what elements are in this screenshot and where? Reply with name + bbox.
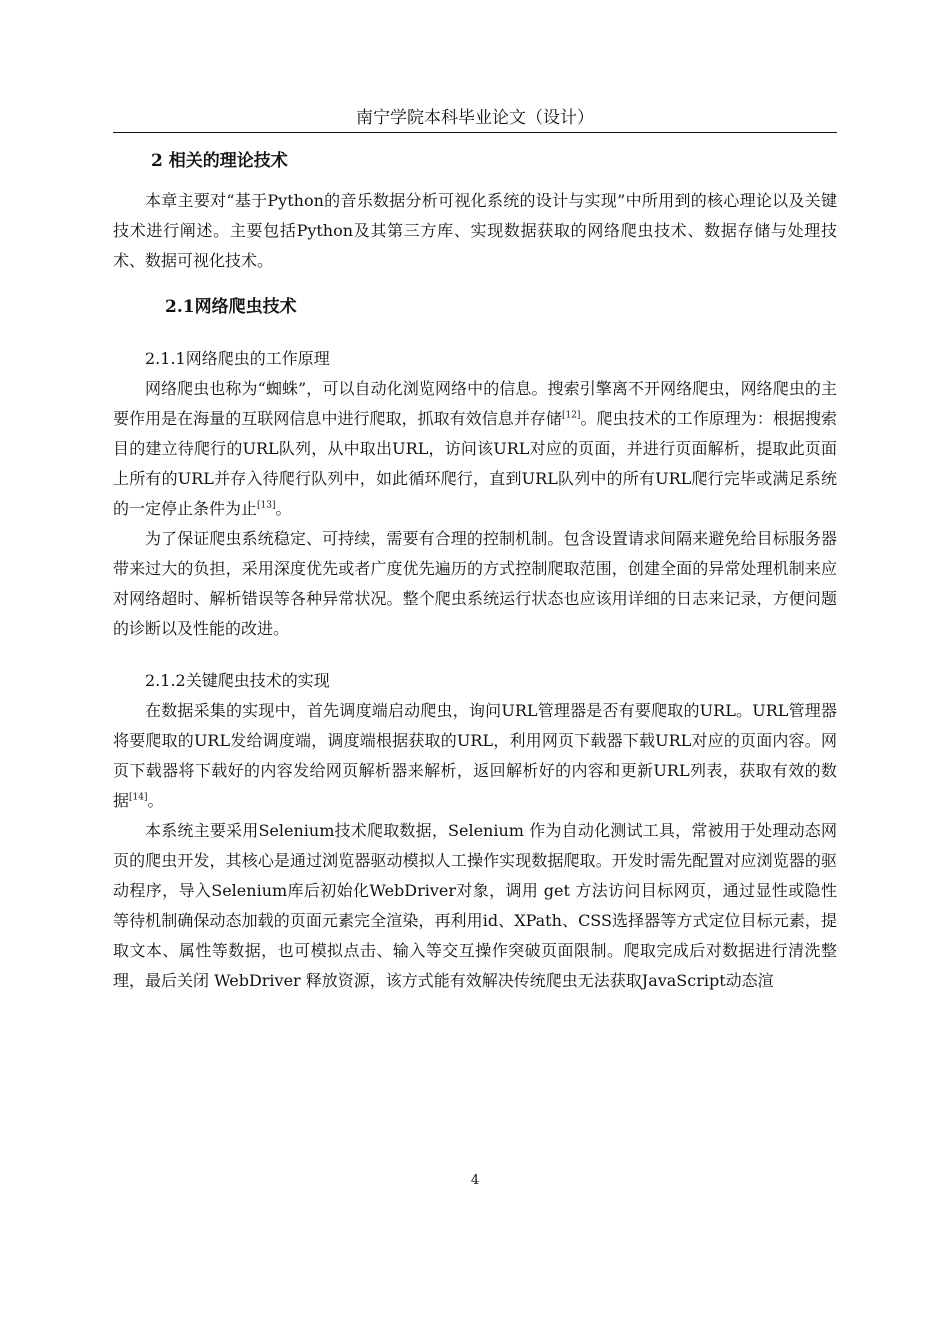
paragraph-text: 在数据采集的实现中，首先调度端启动爬虫，询问URL管理器是否有要爬取的URL。URL管理器将要爬取的URL发给调度端，调度端根据获取的URL，利用网页下载器下载URL对应的页面内容。网页下载器将下载好的内容发给网页解析器来解析，返回解析好的内容和更新URL列表，获取有效的数据	[113, 701, 837, 810]
page-body	[113, 146, 837, 996]
citation-12: [12]	[561, 410, 581, 421]
paragraph-text: 。爬虫技术的工作原理为：根据搜索目的建立待爬行的URL队列，从中取出URL，访问该URL对应的页面，并进行页面解析，提取此页面上所有的URL并存入待爬行队列中，如此循环爬行，直到URL队列中的所有URL爬行完毕或满足系统的一定停止条件为止	[113, 409, 837, 518]
paragraph-text: 网络爬虫也称为“蜘蛛”，可以自动化浏览网络中的信息。搜索引擎离不开网络爬虫，网络爬虫的主要作用是在海量的互联网信息中进行爬取，抓取有效信息并存储	[113, 379, 837, 428]
citation-13: [13]	[257, 500, 276, 511]
section-heading-2: 2 相关的理论技术	[151, 151, 288, 171]
page-number: 4	[470, 1173, 480, 1188]
section-heading-2-1: 2.1网络爬虫技术	[165, 297, 297, 317]
section-heading-2-1-2: 2.1.2关键爬虫技术的实现	[145, 671, 330, 690]
section-2-intro: 本章主要对“基于Python的音乐数据分析可视化系统的设计与实现”中所用到的核心理论以及关键技术进行阐述。主要包括Python及其第三方库、实现数据获取的网络爬虫技术、数据存储与处理技术、数据可视化技术。	[113, 191, 837, 270]
page-header: 南宁学院本科毕业论文（设计）	[113, 108, 837, 133]
section-2-1-1-paragraph-2: 为了保证爬虫系统稳定、可持续，需要有合理的控制机制。包含设置请求间隔来避免给目标服务器带来过大的负担，采用深度优先或者广度优先遍历的方式控制爬取范围，创建全面的异常处理机制来应对网络超时、解析错误等各种异常状况。整个爬虫系统运行状态也应该用详细的日志来记录，方便问题的诊断以及性能的改进。	[113, 529, 837, 638]
paragraph-text: 。	[275, 499, 292, 518]
section-2-1-2-paragraph-2: 本系统主要采用Selenium技术爬取数据，Selenium 作为自动化测试工具，常被用于处理动态网页的爬虫开发，其核心是通过浏览器驱动模拟人工操作实现数据爬取。开发时需先配置对应浏览器的驱动程序，导入Selenium库后初始化WebDriver对象，调用 get 方法访问目标网页，通过显性或隐性等待机制确保动态加载的页面元素完全渲染，再利用id、XPath、CSS选择器等方式定位目标元素，提取文本、属性等数据，也可模拟点击、输入等交互操作突破页面限制。爬取完成后对数据进行清洗整理，最后关闭 WebDriver 释放资源，该方式能有效解决传统爬虫无法获取JavaScript动态渲	[113, 821, 837, 990]
section-heading-2-1-1: 2.1.1网络爬虫的工作原理	[145, 349, 330, 368]
section-2-1-1-paragraph-1	[113, 374, 837, 524]
citation-14: [14]	[129, 792, 148, 803]
paragraph-text: 。	[147, 791, 164, 810]
section-2-1-2-paragraph-1	[113, 696, 837, 816]
